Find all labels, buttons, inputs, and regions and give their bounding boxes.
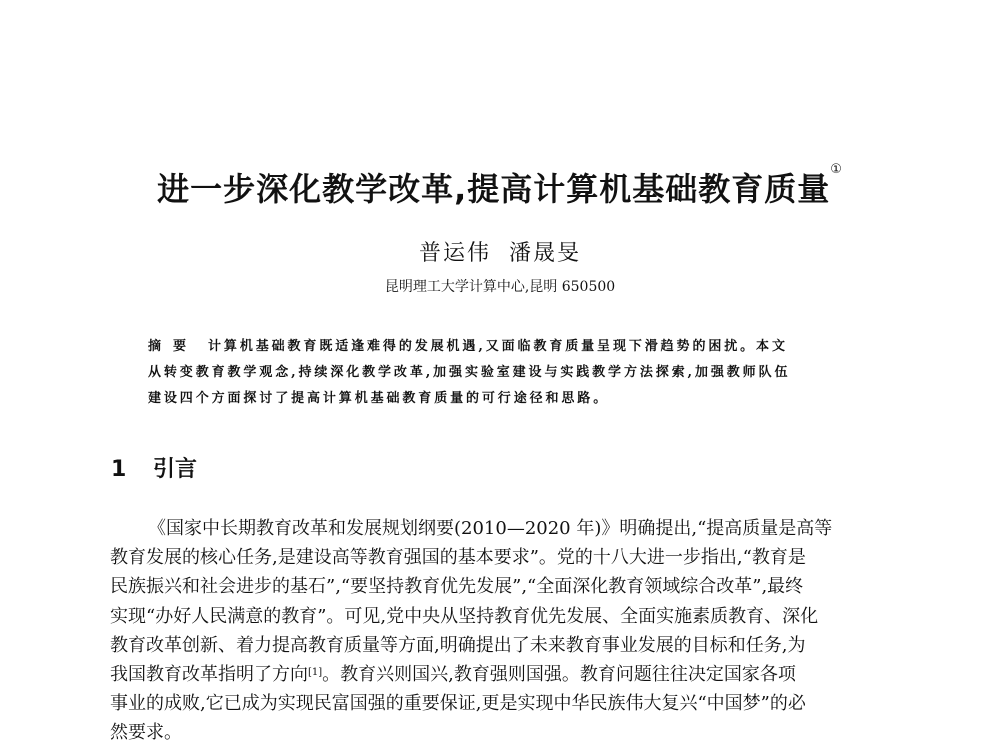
paper-title bbox=[0, 164, 1000, 210]
abstract-line: 从转变教育教学观念,持续深化教学改革,加强实验室建设与实践教学方法探索,加强教师队伍 bbox=[148, 365, 791, 380]
abstract-line bbox=[148, 334, 860, 360]
body-text-segment: 。教育兴则国兴,教育强则国强。教育问题往往决定国家各项 bbox=[322, 664, 796, 686]
body-text-segment: 我国教育改革指明了方向 bbox=[110, 664, 308, 686]
section-number: 1 bbox=[111, 457, 127, 482]
body-line: 《国家中长期教育改革和发展规划纲要(2010—2020 年)》明确提出,“提高质量是高等 bbox=[148, 518, 833, 539]
abstract bbox=[148, 334, 860, 412]
author-list bbox=[0, 236, 1000, 267]
body-line: 事业的成败,它已成为实现民富国强的重要保证,更是实现中华民族伟大复兴“中国梦”的必 bbox=[110, 693, 806, 715]
body-line: 教育改革创新、着力提高教育质量等方面,明确提出了未来教育事业发展的目标和任务,为 bbox=[110, 634, 806, 656]
abstract-text: 计算机基础教育既适逢难得的发展机遇,又面临教育质量呈现下滑趋势的困扰。本文 bbox=[208, 339, 788, 354]
citation-mark: [1] bbox=[308, 667, 323, 679]
body-line: 实现“办好人民满意的教育”。可见,党中央从坚持教育优先发展、全面实施素质教育、深化 bbox=[110, 605, 819, 627]
affiliation: 昆明理工大学计算中心,昆明 650500 bbox=[384, 279, 616, 295]
section-heading bbox=[111, 452, 197, 483]
section-title: 引言 bbox=[153, 457, 198, 482]
title-footnote-mark: ① bbox=[830, 162, 843, 177]
body-line: 教育发展的核心任务,是建设高等教育强国的基本要求”。党的十八大进一步指出,“教育是 bbox=[110, 547, 806, 569]
abstract-line: 建设四个方面探讨了提高计算机基础教育质量的可行途径和思路。 bbox=[148, 391, 610, 406]
body-line: 民族振兴和社会进步的基石”,“要坚持教育优先发展”,“全面深化教育领域综合改革”,最终 bbox=[110, 576, 804, 598]
body-line: 然要求。 bbox=[110, 722, 182, 744]
title-text: 进一步深化教学改革,提高计算机基础教育质量 bbox=[157, 170, 831, 208]
body-text bbox=[110, 514, 900, 748]
author-name: 潘晟旻 bbox=[509, 241, 582, 266]
abstract-label: 摘要 bbox=[148, 339, 199, 354]
author-name: 普运伟 bbox=[418, 241, 491, 266]
body-line bbox=[110, 660, 900, 689]
